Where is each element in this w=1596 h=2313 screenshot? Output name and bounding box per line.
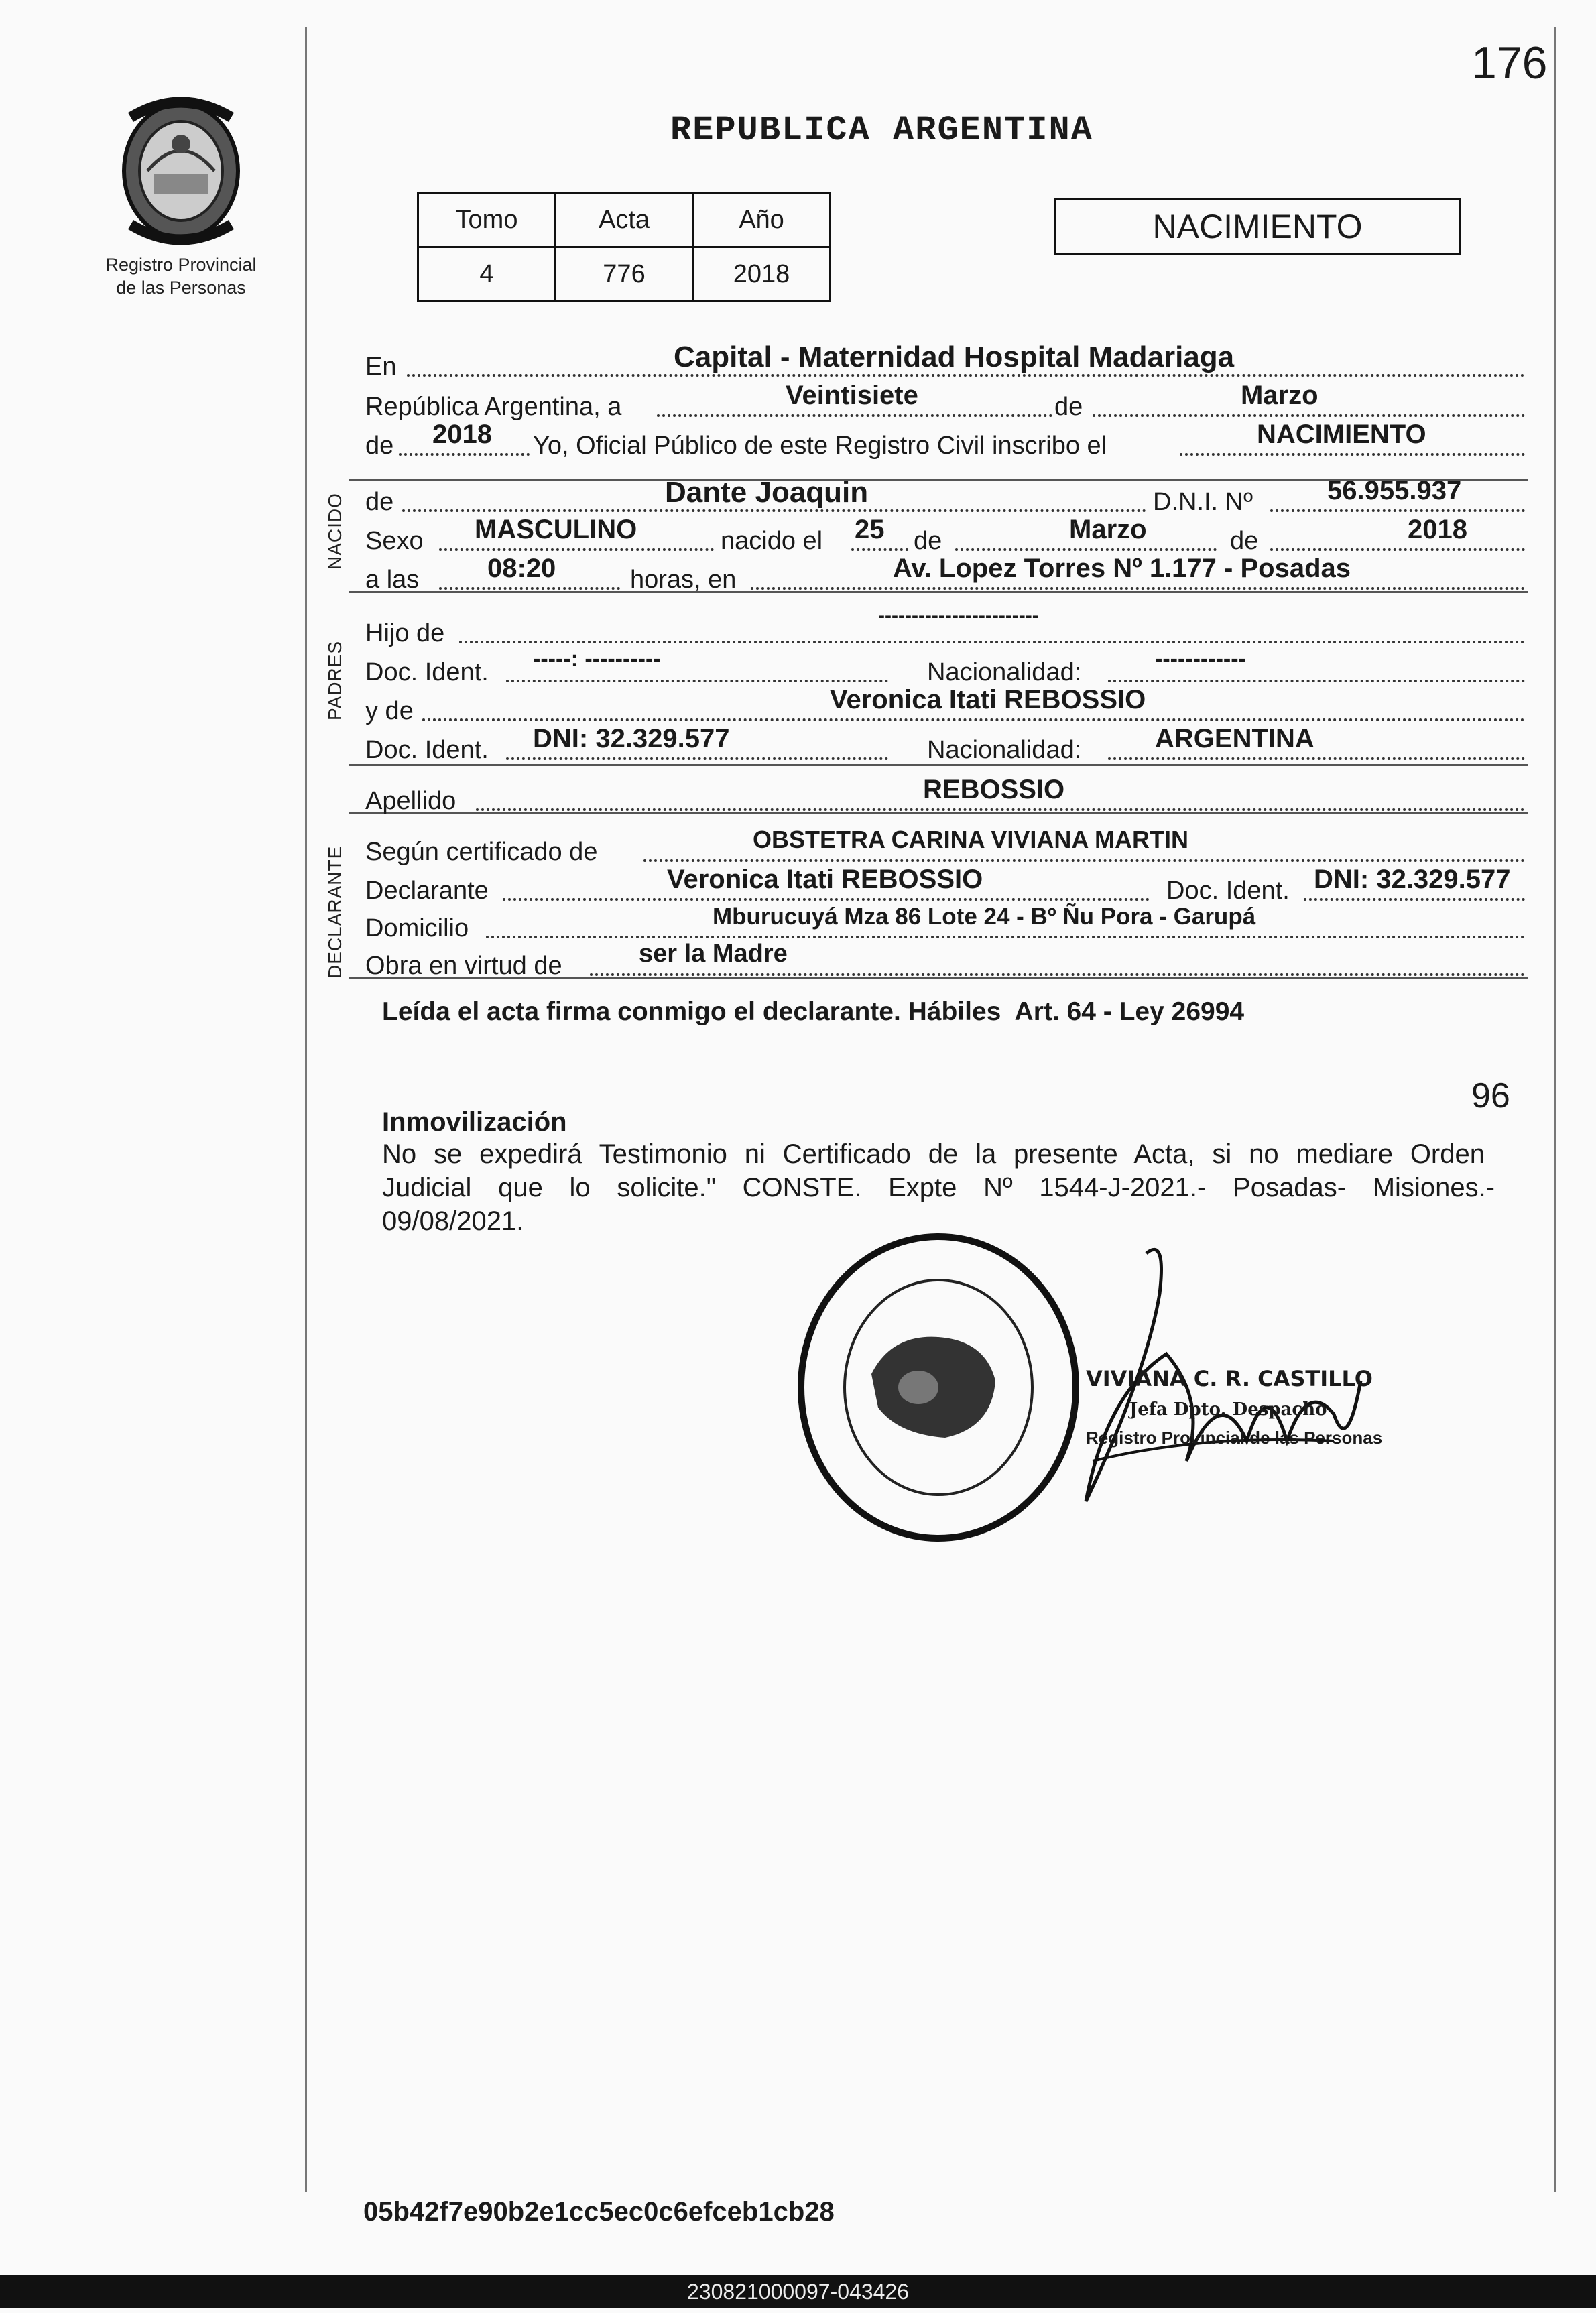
label-apellido: Apellido (365, 787, 456, 815)
signature-stamp-line-3: Registro Provincial de las Personas (1086, 1428, 1383, 1448)
dotted-line (1093, 414, 1525, 417)
label-y-de: y de (365, 697, 414, 725)
form-row-name (365, 476, 1525, 516)
value-surname: REBOSSIO (923, 775, 1065, 804)
dotted-line (590, 973, 1525, 976)
official-stamp (791, 1227, 1086, 1548)
dotted-line (1108, 757, 1525, 760)
value-domicile: Mburucuyá Mza 86 Lote 24 - Bº Ñu Pora - Garupá (713, 903, 1256, 930)
value-declarant-doc: DNI: 32.329.577 (1314, 865, 1511, 894)
note-line-1: No se expedirá Testimonio ni Certificado de la presente Acta, si no mediare Orden (382, 1139, 1485, 1169)
label-domicilio: Domicilio (365, 914, 469, 942)
dotted-line (506, 757, 888, 760)
label-de: de (365, 432, 394, 460)
label-de: de (914, 527, 942, 555)
registry-table (417, 192, 831, 302)
table-value-acta: 776 (556, 247, 693, 302)
footer-code: 230821000097-043426 (687, 2279, 909, 2304)
value-act: NACIMIENTO (1257, 420, 1426, 449)
right-margin-line (1554, 27, 1556, 2192)
dotted-line (486, 936, 1525, 938)
value-day-words: Veintisiete (786, 381, 918, 410)
dotted-line (955, 548, 1217, 551)
label-segun: Según certificado de (365, 838, 598, 866)
label-obra: Obra en virtud de (365, 952, 562, 980)
section-divider (349, 591, 1528, 593)
dotted-line (476, 808, 1525, 811)
value-obra: ser la Madre (639, 940, 788, 968)
section-label-declarante: DECLARANTE (324, 845, 345, 979)
signature-stamp-line-1: VIVIANA C. R. CASTILLO (1086, 1366, 1373, 1391)
table-header-ano: Año (693, 193, 831, 247)
dotted-line (439, 587, 620, 590)
table-header-tomo: Tomo (418, 193, 556, 247)
province-emblem (107, 90, 255, 251)
form-row-father (365, 605, 1525, 647)
label-a-las: a las (365, 566, 420, 594)
section-label-nacido: NACIDO (324, 493, 345, 570)
page-number: 176 (1471, 38, 1548, 88)
form-row-mother (365, 685, 1525, 725)
label-doc-ident: Doc. Ident. (1166, 877, 1290, 905)
value-father-nat: ------------ (1155, 646, 1246, 672)
label-doc-ident: Doc. Ident. (365, 736, 489, 764)
form-row-birth (365, 515, 1525, 555)
footer-bar (0, 2275, 1596, 2308)
label-en: En (365, 353, 397, 381)
value-year: 2018 (432, 420, 492, 449)
value-father: ------------------------ (878, 605, 1039, 627)
table-value-ano: 2018 (693, 247, 831, 302)
form-row-declarant (365, 865, 1525, 905)
page-title: REPUBLICA ARGENTINA (670, 111, 1093, 150)
label-republica: República Argentina, a (365, 393, 622, 421)
label-de: de (365, 488, 394, 516)
dotted-line (1180, 453, 1525, 456)
form-row-mother-doc (365, 724, 1525, 764)
value-birth-month: Marzo (1069, 515, 1147, 544)
form-row-date (365, 381, 1525, 421)
act-type-box (1054, 198, 1461, 255)
value-mother-nat: ARGENTINA (1155, 724, 1314, 753)
dotted-line (1270, 509, 1525, 512)
act-type: NACIMIENTO (1152, 208, 1363, 245)
label-nacionalidad: Nacionalidad: (927, 658, 1082, 686)
label-doc-ident: Doc. Ident. (365, 658, 489, 686)
value-time: 08:20 (487, 554, 556, 583)
dotted-line (402, 509, 1146, 512)
dotted-line (1270, 548, 1525, 551)
form-row-certificate (365, 826, 1525, 866)
note-number: 96 (1471, 1076, 1510, 1115)
value-birth-year: 2018 (1408, 515, 1467, 544)
value-certificate: OBSTETRA CARINA VIVIANA MARTIN (753, 826, 1188, 853)
table-header-acta: Acta (556, 193, 693, 247)
dotted-line (503, 898, 1150, 901)
dotted-line (851, 548, 908, 551)
value-declarant: Veronica Itati REBOSSIO (667, 865, 983, 894)
form-row-father-doc (365, 646, 1525, 686)
form-row-domicile (365, 902, 1525, 942)
section-divider (349, 812, 1528, 814)
value-dni: 56.955.937 (1327, 476, 1462, 505)
note-title: Inmovilización (382, 1107, 567, 1137)
label-hijo-de: Hijo de (365, 619, 445, 647)
label-horas-en: horas, en (630, 566, 737, 594)
dotted-line (399, 453, 530, 456)
label-nacionalidad: Nacionalidad: (927, 736, 1082, 764)
note-line-2: Judicial que lo solicite." CONSTE. Expte Nº 1544-J-2021.- Posadas- Misiones.- (382, 1173, 1495, 1202)
label-yo: Yo, Oficial Público de este Registro Civil inscribo el (533, 432, 1107, 460)
dotted-line (1108, 680, 1525, 682)
dotted-line (643, 859, 1525, 862)
dotted-line (422, 718, 1525, 721)
value-birth-day: 25 (855, 515, 885, 544)
dotted-line (751, 587, 1525, 590)
dotted-line (459, 641, 1525, 643)
form-row-surname (365, 775, 1525, 815)
dotted-line (506, 680, 888, 682)
value-mother-doc: DNI: 32.329.577 (533, 724, 730, 753)
value-mother: Veronica Itati REBOSSIO (830, 685, 1146, 714)
label-nacido-el: nacido el (721, 527, 823, 555)
closing-statement: Leída el acta firma conmigo el declarante. Hábiles Art. 64 - Ley 26994 (382, 997, 1245, 1026)
value-sex: MASCULINO (475, 515, 637, 544)
section-label-padres: PADRES (324, 640, 345, 721)
value-name: Dante Joaquin (665, 476, 869, 509)
emblem-caption-1: Registro Provincial (105, 255, 257, 275)
form-row-time (365, 554, 1525, 594)
dotted-line (657, 414, 1052, 417)
label-declarante: Declarante (365, 877, 489, 905)
document-hash: 05b42f7e90b2e1cc5ec0c6efceb1cb28 (363, 2197, 835, 2227)
table-value-tomo: 4 (418, 247, 556, 302)
form-row-obra (365, 940, 1525, 980)
value-father-doc: -----: ---------- (533, 646, 661, 672)
value-month: Marzo (1241, 381, 1318, 410)
dotted-line (1304, 898, 1525, 901)
signature-stamp-line-2: Jefa Dpto. Despacho (1129, 1399, 1327, 1420)
form-row-inscription (365, 420, 1525, 460)
label-sexo: Sexo (365, 527, 424, 555)
dotted-line (439, 548, 714, 551)
left-margin-line (305, 27, 307, 2192)
dotted-line (407, 374, 1525, 377)
note-line-3: 09/08/2021. (382, 1206, 524, 1236)
label-de: de (1054, 393, 1083, 421)
value-address: Av. Lopez Torres Nº 1.177 - Posadas (893, 554, 1351, 583)
label-de: de (1230, 527, 1259, 555)
value-place: Capital - Maternidad Hospital Madariaga (674, 340, 1235, 373)
label-dni: D.N.I. Nº (1153, 488, 1253, 516)
emblem-caption-2: de las Personas (116, 277, 246, 298)
form-row-place (365, 340, 1525, 381)
